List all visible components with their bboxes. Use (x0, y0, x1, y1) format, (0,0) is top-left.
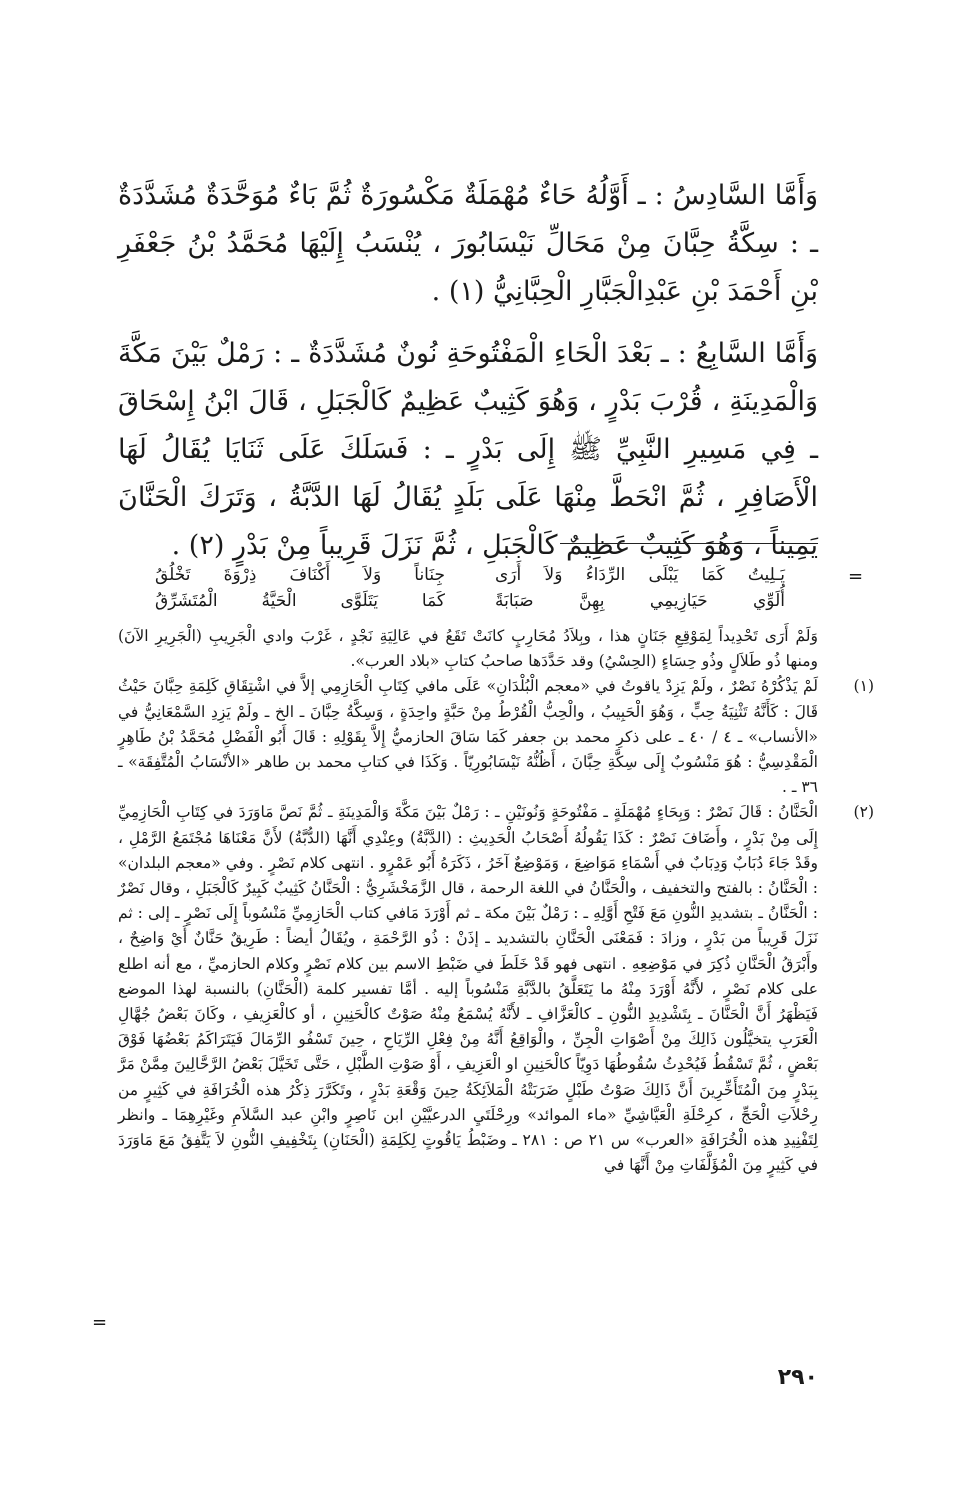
continuation-mark-bottom: = (92, 1312, 108, 1333)
main-text (118, 172, 818, 584)
footnote-number: (١) (853, 677, 874, 696)
verse-hemistich: كَمَا يَتَلَوَّى الْحَيَّةُ الْمُتَشَرِّقُ (155, 591, 445, 611)
page-number: ٢٩٠ (777, 1365, 818, 1390)
footnotes (118, 624, 874, 1178)
footnote-continuation: وَلَمْ أَرَى تَحْدِيداً لِمَوْقِعِ جَنَانٍ هذا ، وبِلاَدُ مُحَارِبٍ كانَتْ تَقَعُ في عَالِيَةِ نَجْدٍ ، غَرْبَ وادي الْجَرِيبِ (الْجَرِيرِ الآنَ) ومنها ذُو طَلاَلٍ وذُو حِسَاءٍ (الحِسْيُ) وقد حَدَّدَها صاحبُ كتابِ «بلاد العرب». (118, 627, 818, 671)
footnote-number: (٢) (853, 803, 874, 822)
footnote-1 (118, 674, 874, 800)
footnote-2 (118, 800, 874, 1178)
footnote-text: الْحَنَّانُ : قَالَ نَصْرٌ : وَبِحَاءٍ مُهْمَلَةٍ ـ مَفْتُوحَةٍ وَنُونَيْنِ ـ : رَمْلٌ بَيْنَ مَكَّةَ وَالْمَدِينَةِ ـ ثُمَّ نَصَّ مَاوَرَدَ في كِتَابِ الْحَازِمِيِّ إِلَى مِنْ بَدْرٍ ، وأَضَافَ نَصْرٌ : كَذَا يَقُولُهُ أَصْحَابُ الْحَدِيثِ : (الدَّبَّةُ) وعِنْدِي أَنَّهَا (الدُّبَّةُ) لأَنَّ مَعْنَاهَا مُجْتَمَعُ الرَّمْلِ ، وقَدْ جَاءَ دُبَابٌ وَدِبَابٌ في أَسْمَاءِ مَوَاضِعَ ، وَمَوْضِعٌ آخَرُ ، ذَكَرَهُ أَبُو عَمْرٍو . انتهى كلام نَصْرٍ . وفي «معجم البلدان» : الْحَنَّانُ : بالفتح والتخفيف ، والْحَنَّانُ في اللغة الرحمة ، قال الزَّمَخْشَرِيُّ : الْحَنَّانُ كَثِيبٌ كَبِيرٌ كَالْجَبَلِ ، وقال نَصْرٌ : الْحَنَّانُ ـ بتشديدِ النُّونِ مَعَ فَتْحِ أَوَّلِهِ ـ : رَمْلٌ بَيْنَ مكة ـ ثم أَوْرَدَ مَافي كتاب الْحَازِمِيِّ مَنْسُوباً إِلَى نَصْرٍ ـ إلى : ثم نَزَلَ قَرِيباً من بَدْرٍ ، وزادَ : فَمَعْنَى الْحَنَّانِ بالتشديد ـ إذَنْ : ذُو الرَّحْمَةِ ، ويُقَالُ أيضاً : طَرِيقٌ حَنَّانٌ أَيْ وَاضِحٌ ، وأَبْرَقُ الْحَنَّانِ ذُكِرَ في مَوْضِعِهِ . انتهى فهو قَدْ خَلَطَ في ضَبْطِ الاسم بين كلام نَصْرٍ وكلام الحازميِّ ، مع أنه اطلع على كلام نَصْرٍ ، لأَنَّهُ أَوْرَدَ مِنْهُ ما يَتَعَلَّقُ بالدَّبَّةِ مَنْسُوباً إليه . أمَّا تفسير كلمة (الْحَنَّانِ) بالنسبة لهذا الموضع فَيَظْهَرُ أَنَّ الْحَنَّانَ ـ بِتَشْدِيدِ النُّونِ ـ كالْعَزَّافِ ـ لأَنَّهُ يُسْمَعُ مِنْهُ صَوْتٌ كالْحَنِينِ ، أو كالْعَزِيفِ ، وكَانَ بَعْضُ جُهَّالِ الْعَرَبِ يتخيَّلُون ذَالِكَ مِنْ أَصْوَاتِ الْجِنِّ ، والْوَاقِعُ أَنَّهُ مِنْ فِعْلِ الرِّيَاحِ ، حِينَ تَسْفُو الرِّمَالَ فَيَتَرَاكَمُ بَعْضُهَا فَوْقَ بَعْضٍ ، ثُمَّ تَسْقُطُ فَيُحْدِثُ سُقُوطُهَا دَوِيّاً كالْحَنِينِ او الْعَزِيفِ ، أَوْ صَوْتِ الطَّبْلِ ، حَتَّى تَخَيَّلَ بَعْضُ الرَّحَّالِينَ مِمَّنْ مَرَّ بِبَدْرٍ مِنَ الْمُتَأَخِّرِينَ أَنَّ ذَالِكَ صَوْتُ طَبْلٍ ضَرَبَتْهُ الْمَلاَئِكَةُ حِينَ وَقْعَةِ بَدْرٍ ، وتَكَرَّرَ ذِكْرُ هذه الْخُرَافَةِ في كَثِيرٍ من رِحْلاَتِ الْحَجِّ ، كرِحْلَةِ الْعَيَّاشِيِّ «ماء الموائد» ورِحْلَتَيِ الدرعيَّيْنِ ابن نَاصِرٍ وابْنِ عبد السَّلاَمِ وغَيْرِهِمَا ـ وانظر لِتَفْنِيدِ هذه الْخُرَافَةِ «العرب» س ٢١ ص : ٢٨١ ـ وضَبْطُ يَاقُوتٍ لِكَلِمَةِ (الْحَنَانِ) بِتَخْفِيفِ النُّونِ لاَ يَتَّفِقُ مَعَ مَاوَرَدَ في كَثِيرٍ مِنَ الْمُؤَلَّفَاتِ مِنْ أَنَّهَا في (118, 803, 819, 1175)
footnote-separator (560, 543, 818, 544)
paragraph-sixth: وَأَمَّا السَّادِسُ : ـ أَوَّلُهُ حَاءٌ مُهْمَلَةٌ مَكْسُورَةٌ ثُمَّ بَاءٌ مُوَحَّدَةٌ مُشَدَّدَةٌ ـ : سِكَّةُ حِبَّانَ مِنْ مَحَالِّ نَيْسَابُورَ ، يُنْسَبُ إِلَيْهَا مُحَمَّدُ بْنُ جَعْفَرِ بْنِ أَحْمَدَ بْنِ عَبْدِالْجَبَّارِ الْحِبَّانِيُّ (١) . (118, 180, 818, 307)
footnote-text: لَمْ يَذْكُرْهُ نَصْرٌ ، ولَمْ يَزِدْ ياقوتُ في «معجم الْبُلْدَانِ» عَلَى مافي كِتَابِ الْحَازِمِي إلاَّ في اشْتِقَاقِ كَلِمَةِ حِبَّانَ حَيْثُ قَالَ : كَأَنَّهُ تَثْنِيَةُ حِبٍّ ، وَهُوَ الْحَبِيبُ ، والْحِبُّ الْقُرْطُ مِنْ حَبَّةٍ واحِدَةٍ ، وَسِكَّةُ حِبَّانَ ـ الخ ـ ولَمْ يَزِدِ السَّمْعَانِيُّ في «الأنساب» ـ ٤ / ٤٠ ـ على ذكرِ محمد بن جعفر كَمَا سَاقَ الحازميُّ إِلاَّ بِقَوْلِهِ : قَالَ أَبُو الْفَضْلِ مُحَمَّدُ بْنُ طَاهِرٍ الْمَقْدِسِيُّ : هُوَ مَنْسُوبٌ إِلَى سِكَّةِ حِبَّانَ ، أَظُنُّهُ نَيْسَابُورِيّاً . وَكَذَا في كتابِ محمد بن طاهر «الأنْسَابُ الْمُتَّفِقَة» ـ ٣٦ ـ . (118, 677, 818, 797)
verse-line (155, 588, 785, 614)
verse-hemistich: يَـلِيتُ كَمَا يَبْلَى الرِّدَاءُ وَلاَ أَرَى (495, 565, 785, 585)
continuation-mark-top: = (848, 566, 864, 587)
verse-line (155, 562, 785, 588)
verse-hemistich: جِنَاناً وَلاَ أَكْنَافَ ذِرْوَةَ تَخْلُقُ (155, 565, 445, 585)
paragraph-seventh: وَأَمَّا السَّابِعُ : ـ بَعْدَ الْحَاءِ الْمَفْتُوحَةِ نُونٌ مُشَدَّدَةٌ ـ : رَمْلٌ بَيْنَ مَكَّةَ وَالْمَدِينَةِ ، قُرْبَ بَدْرٍ ، وَهُوَ كَثِيبٌ عَظِيمٌ كَالْجَبَلِ ، قَالَ ابْنُ إِسْحَاقَ ـ فِي مَسِيرِ النَّبِيِّ ﷺ إِلَى بَدْرٍ ـ : فَسَلَكَ عَلَى ثَنَايَا يُقَالُ لَهَا الْأَصَافِرِ ، ثُمَّ انْحَطَّ مِنْهَا عَلَى بَلَدٍ يُقَالُ لَهَا الدَّبَّةُ ، وَتَرَكَ الْحَنَّانَ يَمِيناً ، وَهُوَ كَثِيبٌ عَظِيمٌ كَالْجَبَلِ ، ثُمَّ نَزَلَ قَرِيباً مِنْ بَدْرٍ (٢) . (118, 338, 819, 561)
verse-block (155, 562, 785, 614)
verse-hemistich: أُلَوِّي حَيَازِيمِي بِهِنَّ صَبَابَةً (495, 591, 785, 611)
